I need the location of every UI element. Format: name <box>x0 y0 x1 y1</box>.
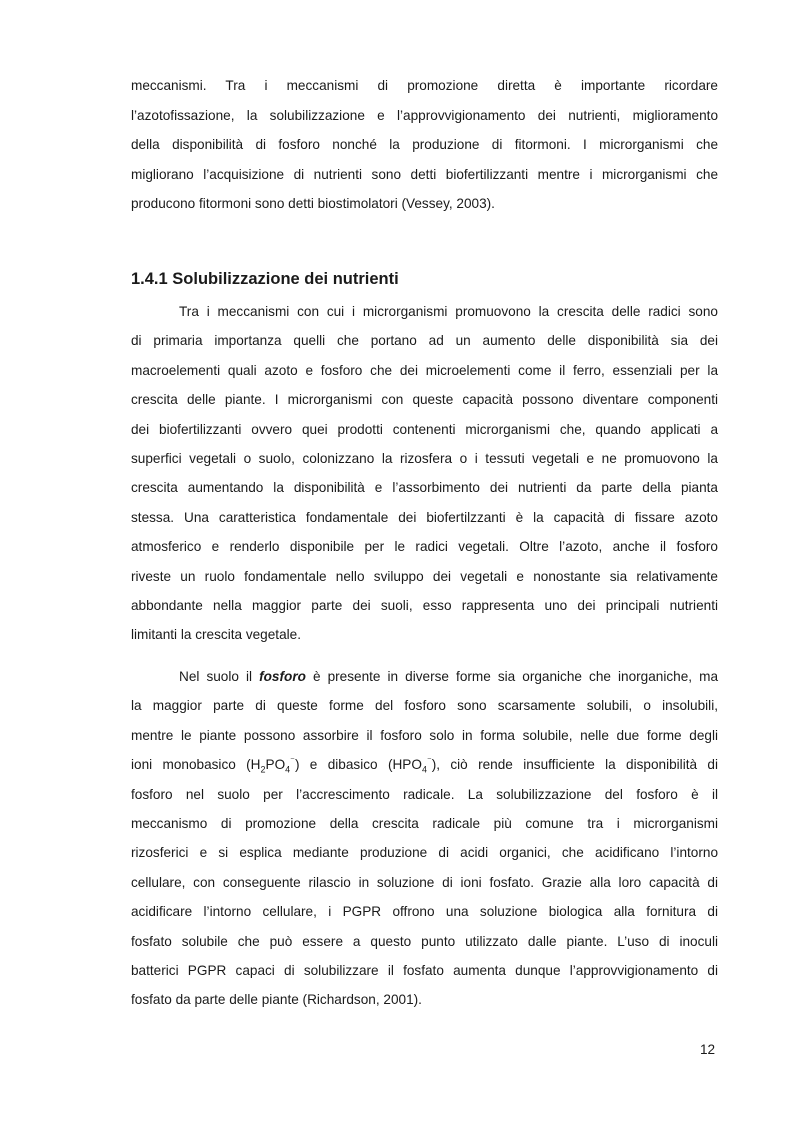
text-span: Nel suolo il <box>179 669 260 684</box>
text-line: superfici vegetali o suolo, colonizzano la rizosfera o i tessuti vegetali e ne promuovono la <box>131 451 718 466</box>
text-line: fosforo nel suolo per l’accrescimento radicale. La solubilizzazione del fosforo è il <box>131 786 718 802</box>
text-line: crescita aumentando la disponibilità e l’assorbimento dei nutrienti da parte della pianta <box>131 480 718 496</box>
text-line: crescita delle piante. I microrganismi con queste capacità possono diventare componenti <box>131 392 718 408</box>
text-line: stessa. Una caratteristica fondamentale dei biofertilzzanti è la capacità di fissare azoto <box>131 509 718 525</box>
text-span: è presente in diverse forme sia organiche che inorganiche, ma <box>305 669 718 684</box>
text-line <box>131 755 718 775</box>
emphasis-fosforo: fosforo <box>259 669 306 684</box>
text-line: la maggior parte di queste forme del fosforo sono scarsamente solubili, o insolubili, <box>131 698 718 714</box>
text-line <box>179 667 718 687</box>
superscript: ⁻ <box>290 755 295 766</box>
text-line: abbondante nella maggior parte dei suoli, esso rappresenta uno dei principali nutrienti <box>131 598 718 613</box>
text-line: cellulare, con conseguente rilascio in soluzione di ioni fosfato. Grazie alla loro capacità di <box>131 874 718 890</box>
text-line: Tra i meccanismi con cui i microrganismi promuovono la crescita delle radici sono <box>179 304 718 319</box>
superscript: ⁻ <box>426 755 432 766</box>
text-span: ioni monobasico (H <box>131 757 261 773</box>
text-line: mentre le piante possono assorbire il fosforo solo in forma solubile, nelle due forme degli <box>131 727 718 743</box>
text-line: fosfato da parte delle piante (Richardson, 2001). <box>131 992 422 1008</box>
subscript: 4 <box>421 764 427 775</box>
text-line: dei biofertilizzanti ovvero quei prodotti contenenti microrganismi che, quando applicati a <box>131 421 718 437</box>
text-line: della disponibilità di fosforo nonché la produzione di fitormoni. I microrganismi che <box>131 137 718 152</box>
text-line: macroelementi quali azoto e fosforo che dei microelementi come il ferro, essenziali per la <box>131 362 718 378</box>
subscript: 4 <box>285 764 291 775</box>
text-line: limitanti la crescita vegetale. <box>131 627 301 643</box>
page-number: 12 <box>700 1042 716 1057</box>
text-line: acidificare l’intorno cellulare, i PGPR offrono una soluzione biologica alla fornitura di <box>131 904 718 920</box>
text-line: producono fitormoni sono detti biostimolatori (Vessey, 2003). <box>131 196 495 211</box>
text-line: meccanismi. Tra i meccanismi di promozione diretta è importante ricordare <box>131 78 718 93</box>
text-line: fosfato solubile che può essere a questo punto utilizzato dalle piante. L’uso di inoculi <box>131 933 718 949</box>
text-span: PO <box>265 757 286 773</box>
text-line: atmosferico e renderlo disponibile per le radici vegetali. Oltre l’azoto, anche il fosforo <box>131 539 718 555</box>
subscript: 2 <box>260 764 266 775</box>
text-line: riveste un ruolo fondamentale nello sviluppo dei vegetali e nonostante sia relativamente <box>131 568 718 584</box>
text-span: ) e dibasico (HPO <box>294 757 422 773</box>
text-line: meccanismo di promozione della crescita radicale più comune tra i microrganismi <box>131 816 718 831</box>
text-line: rizosferici e si esplica mediante produzione di acidi organici, che acidificano l’intorno <box>131 845 718 861</box>
text-line: migliorano l’acquisizione di nutrienti sono detti biofertilizzanti mentre i microrganismi che <box>131 166 718 182</box>
text-line: di primaria importanza quelli che portano ad un aumento delle disponibilità sia dei <box>131 333 718 349</box>
section-heading: 1.4.1 Solubilizzazione dei nutrienti <box>131 270 399 288</box>
text-span: ), ciò rende insufficiente la disponibilità di <box>431 757 718 773</box>
text-line: batterici PGPR capaci di solubilizzare il fosfato aumenta dunque l’approvvigionamento di <box>131 963 718 978</box>
text-line: l’azotofissazione, la solubilizzazione e l’approvvigionamento dei nutrienti, miglioramento <box>131 107 718 123</box>
